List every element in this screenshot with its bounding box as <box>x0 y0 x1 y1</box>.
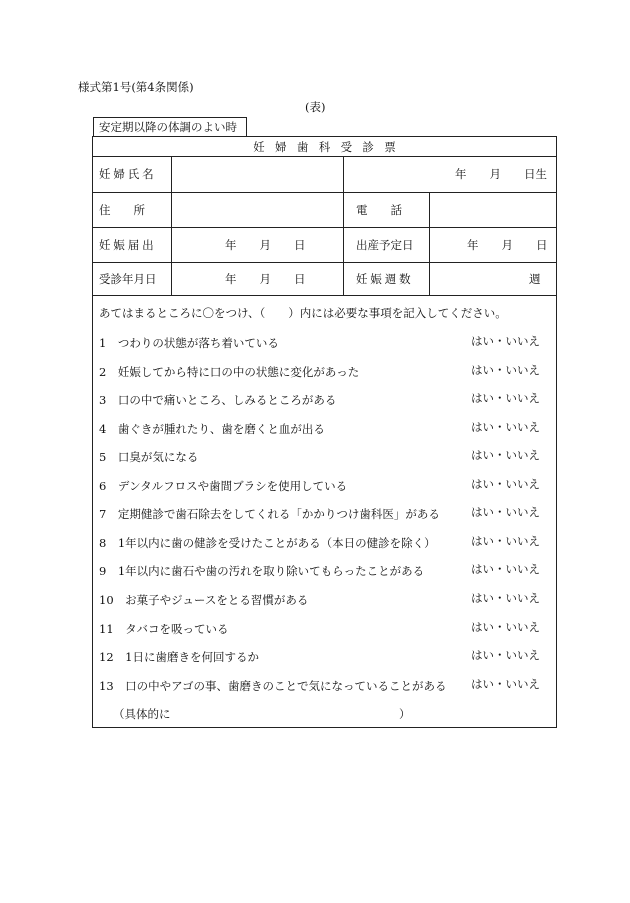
specific-field[interactable] <box>183 703 393 721</box>
timing-tag: 安定期以降の体調のよい時 <box>93 117 247 136</box>
phone-label: 電 話 <box>356 203 402 217</box>
answer-choice[interactable]: はい・いいえ <box>471 648 540 662</box>
answer-choice[interactable]: はい・いいえ <box>471 363 540 377</box>
question-item: 7 定期健診で歯石除去をしてくれる「かかりつけ歯科医」がある <box>99 507 440 521</box>
rule <box>93 295 556 296</box>
question-item: 11 タバコを吸っている <box>99 622 229 636</box>
specific-close: ） <box>399 707 411 721</box>
notification-date[interactable]: 年 月 日 <box>225 238 306 252</box>
name-field[interactable] <box>171 159 342 191</box>
question-item: 5 口臭が気になる <box>99 450 199 464</box>
rule <box>93 156 556 157</box>
due-date-label: 出産予定日 <box>356 238 414 252</box>
question-item: 12 1日に歯磨きを何回するか <box>99 650 259 664</box>
question-item: 13 口の中やアゴの事、歯磨きのことで気になっていることがある <box>99 679 447 693</box>
rule <box>93 192 556 193</box>
rule <box>93 227 556 228</box>
side-label: (表) <box>305 100 326 114</box>
question-item: 6 デンタルフロスや歯間ブラシを使用している <box>99 479 348 493</box>
form-frame <box>92 136 557 728</box>
question-item: 3 口の中で痛いところ、しみるところがある <box>99 393 337 407</box>
specific-open: （具体的に <box>113 707 171 721</box>
question-item: 9 1年以内に歯石や歯の汚れを取り除いてもらったことがある <box>99 564 425 578</box>
answer-choice[interactable]: はい・いいえ <box>471 505 540 519</box>
answer-choice[interactable]: はい・いいえ <box>471 334 540 348</box>
weeks-label: 妊娠週数 <box>356 272 414 286</box>
address-field[interactable] <box>171 195 342 226</box>
answer-choice[interactable]: はい・いいえ <box>471 620 540 634</box>
answer-choice[interactable]: はい・いいえ <box>471 677 540 691</box>
address-label: 住 所 <box>99 203 145 217</box>
question-item: 4 歯ぐきが腫れたり、歯を磨くと血が出る <box>99 422 325 436</box>
form-title: 妊婦歯科受診票 <box>253 140 407 154</box>
col-rule <box>343 156 344 295</box>
question-item: 8 1年以内に歯の健診を受けたことがある（本日の健診を除く） <box>99 536 436 550</box>
notification-label: 妊娠届出 <box>99 238 157 252</box>
visit-date[interactable]: 年 月 日 <box>225 272 306 286</box>
answer-choice[interactable]: はい・いいえ <box>471 534 540 548</box>
answer-choice[interactable]: はい・いいえ <box>471 448 540 462</box>
question-item: 1 つわりの状態が落ち着いている <box>99 336 279 350</box>
name-label: 妊婦氏名 <box>99 167 157 181</box>
weeks-field[interactable]: 週 <box>529 272 541 286</box>
question-item: 2 妊娠してから特に口の中の状態に変化があった <box>99 365 360 379</box>
phone-field[interactable] <box>429 195 555 226</box>
rule <box>93 262 556 263</box>
answer-choice[interactable]: はい・いいえ <box>471 420 540 434</box>
question-item: 10 お菓子やジュースをとる習慣がある <box>99 593 309 607</box>
answer-choice[interactable]: はい・いいえ <box>471 391 540 405</box>
due-date[interactable]: 年 月 日 <box>467 238 548 252</box>
birthdate[interactable]: 年 月 日生 <box>455 167 547 181</box>
instructions: あてはまるところに〇をつけ、（ ）内には必要な事項を記入してください。 <box>99 306 507 320</box>
visit-date-label: 受診年月日 <box>99 272 157 286</box>
answer-choice[interactable]: はい・いいえ <box>471 477 540 491</box>
answer-choice[interactable]: はい・いいえ <box>471 562 540 576</box>
answer-choice[interactable]: はい・いいえ <box>471 591 540 605</box>
form-number: 様式第1号(第4条関係) <box>78 80 194 94</box>
